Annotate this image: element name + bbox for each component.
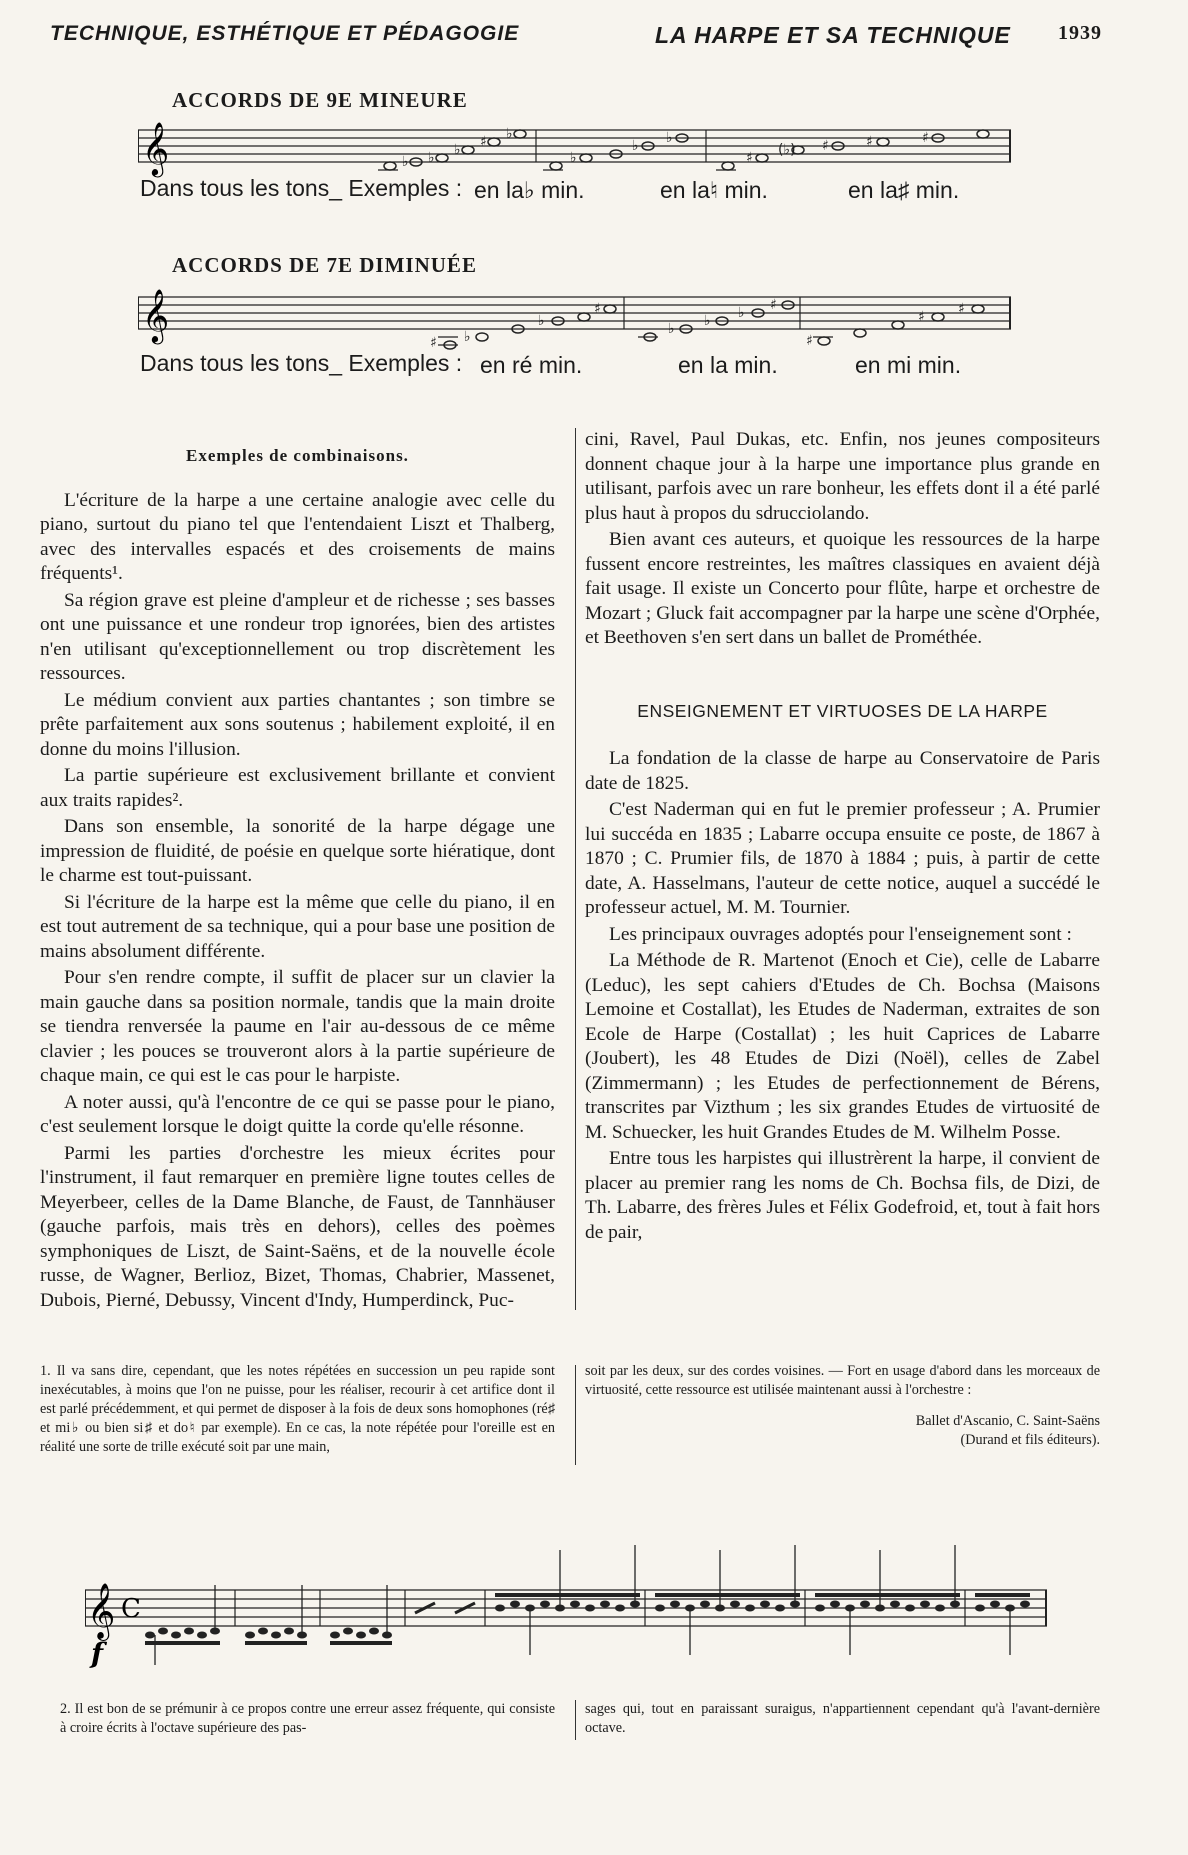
page-number: 1939 [1058,22,1102,44]
dynamic-forte: f [91,1637,104,1670]
svg-text:♭: ♭ [402,154,409,170]
left-paragraph: Dans son ensemble, la sonorité de la harpe dégage une impression de fluidité, de poésie en quelque sorte hiératique, dont le charme est tout-puissant. [40,816,555,886]
svg-text:♯: ♯ [480,134,487,150]
music-example-1-caption: Dans tous les tons_ Exemples : [140,175,463,201]
left-paragraph: L'écriture de la harpe a une certaine analogie avec celle du piano, surtout du piano tel que l'entendaient Liszt et Thalberg, avec des intervalles espacés et des croisements de mains fréquents¹. [40,489,555,584]
music-example-1-label-2: en la♮ min. [660,177,768,203]
footnote-text: soit par les deux, sur des cordes voisines. — Fort en usage d'abord dans les morceaux de virtuosité, cette ressource est utilisée maintenant aussi à l'orchestre : [585,1363,1100,1398]
footnote-2-left [60,1700,555,1738]
svg-text:♯: ♯ [770,297,777,313]
right-paragraph: Bien avant ces auteurs, et quoique les ressources de la harpe fussent encore restreintes, les maîtres classiques en avaient déjà fait usage. Il existe un Concerto pour flûte, harpe et orchestre de Mozart ; Gluck fait accompagner par la harpe une scène d'Orphée, et Beethoven s'en sert dans un ballet de Prométhée. [585,529,1100,648]
left-paragraph: La partie supérieure est exclusivement brillante et convient aux traits rapides². [40,765,555,811]
right-paragraph: Les principaux ouvrages adoptés pour l'enseignement sont : [609,923,1072,945]
svg-text:♯: ♯ [594,301,601,317]
footnote-1-right [585,1362,1100,1450]
treble-clef-icon: 𝄞 [142,121,170,175]
svg-text:♯: ♯ [866,134,873,150]
column-divider [575,428,576,1310]
svg-text:♯: ♯ [922,130,929,146]
section-title: ENSEIGNEMENT ET VIRTUOSES DE LA HARPE [637,700,1048,721]
right-paragraph: cini, Ravel, Paul Dukas, etc. Enfin, nos jeunes compositeurs donnent chaque jour à la harpe une importance plus grande en utilisant, parfois avec un rare bonheur, les effets dont il a été parlé plus haut à propos du sdrucciolando. [585,429,1100,524]
right-paragraph: La fondation de la classe de harpe au Conservatoire de Paris date de 1825. [585,748,1100,794]
svg-text:♭: ♭ [668,321,675,337]
score-credit: Ballet d'Ascanio, C. Saint-Saëns [915,1413,1100,1429]
svg-text:♭: ♭ [464,329,471,345]
footnote-text: 2. Il est bon de se prémunir à ce propos contre une erreur assez fréquente, qui consiste à croire écrits à l'octave supérieure des pas- [60,1701,555,1736]
music-example-2-caption: Dans tous les tons_ Exemples : [140,350,463,376]
svg-text:♭: ♭ [632,138,639,154]
running-header-right: LA HARPE ET SA TECHNIQUE [655,22,1011,48]
music-example-1-title: ACCORDS DE 9E MINEURE [172,88,468,112]
left-paragraph: Si l'écriture de la harpe est la même que celle du piano, il en est tout autrement de sa technique, qui a pour base une position de mains absolument différente. [40,891,555,962]
music-staff-2 [138,285,1011,355]
svg-text:(♭): (♭) [778,142,796,158]
svg-text:♯: ♯ [918,309,925,325]
right-paragraph: Entre tous les harpistes qui illustrèrent la harpe, il convient de placer au premier rang les noms de Ch. Bochsa fils, de Dizi, de Th. Labarre, des frères Jules et Félix Godefroid, et, tout à fait hors de pair, [585,1148,1100,1243]
score-publisher: (Durand et fils éditeurs). [960,1432,1100,1448]
right-column [585,428,1100,1247]
footnote-text: sages qui, tout en paraissant suraigus, n'appartiennent cependant qu'à l'avant-dernière octave. [585,1701,1100,1736]
left-paragraph: Sa région grave est pleine d'ampleur et de richesse ; ses basses ont une puissance et une rondeur trop ignorées, bien des artistes n'en utilisant qu'exceptionnellement ou trop discrètement les ressources. [40,589,555,684]
footnote-divider [575,1700,576,1740]
subheading: Exemples de combinaisons. [186,446,409,465]
footnote-text: 1. Il va sans dire, cependant, que les notes répétées en succession un peu rapide sont inexécutables, à moins que l'on ne puisse, pour les réaliser, recourir à cet artifice dont il est parlé précédemment, et qui permet de disposer à la fois de deux sons homophones (ré♯ et mi♭ ou bien si♯ et do♮ par exemple). En ce cas, la note répétée pour l'oreille est en réalité une sorte de trille exécuté soit par une main, [40,1363,555,1455]
music-example-2-title: ACCORDS DE 7E DIMINUÉE [172,253,477,277]
right-paragraph: La Méthode de R. Martenot (Enoch et Cie), celle de Labarre (Leduc), les sept cahiers d'Etudes de Ch. Bochsa (Maisons Lemoine et Costallat), les Etudes de Naderman, extraites de son Ecole de Harpe (Costallat) ; les huit Caprices de Labarre (Joubert), les 48 Etudes de Dizi (Noël), celles de Zabel (Zimmermann) ; les Etudes de perfectionnement de Bérens, transcrites par Vizthum ; les six grandes Etudes de virtuosité de M. Schuecker, les huit Grandes Etudes de M. Wilhelm Posse. [585,950,1100,1143]
treble-clef-icon: 𝄞 [87,1583,116,1639]
footnote-2-right [585,1700,1100,1738]
footnote-1-left [40,1362,555,1457]
score-excerpt [85,1535,1050,1670]
svg-text:♭: ♭ [538,313,545,329]
svg-text:♭: ♭ [570,150,577,166]
footnote-divider [575,1365,576,1465]
music-example-1-label-1: en la♭ min. [474,177,585,203]
music-example-1-label-3: en la♯ min. [848,177,960,203]
svg-text:♭: ♭ [666,130,673,146]
svg-text:♯: ♯ [806,333,813,349]
left-paragraph: Le médium convient aux parties chantantes ; son timbre se prête parfaitement aux sons soutenus ; habilement exploité, il en donne du moins l'illusion. [40,689,555,760]
left-paragraph: Pour s'en rendre compte, il suffit de placer sur un clavier la main gauche dans sa position normale, tandis que la main droite se tiendra renversée la paume en l'air au-dessous de ce même clavier ; les pouces se trouveront alors à la partie supérieure de chaque main, ce qui est le cas pour le harpiste. [40,967,555,1086]
left-paragraph: Parmi les parties d'orchestre les mieux écrites pour l'instrument, il faut remarquer en première ligne toutes celles de Meyerbeer, celles de la Dame Blanche, de Faust, de Tannhäuser (gauche parfois, mais très en dehors), celles des poèmes symphoniques de Liszt, de Saint-Saëns, et de la nouvelle école russe, de Wagner, Berlioz, Bizet, Thomas, Chabrier, Massenet, Dubois, Pierné, Debussy, Vincent d'Indy, Humperdinck, Puc- [40,1142,555,1311]
music-example-2-label-2: en la min. [678,352,778,378]
svg-text:C: C [121,1594,141,1624]
svg-text:♭: ♭ [428,150,435,166]
treble-clef-icon: 𝄞 [142,288,170,342]
svg-text:♭: ♭ [738,305,745,321]
left-column [40,428,555,1315]
svg-text:♭: ♭ [454,142,461,158]
svg-text:♯: ♯ [822,138,829,154]
svg-text:♯: ♯ [746,150,753,166]
running-header-left: TECHNIQUE, ESTHÉTIQUE ET PÉDAGOGIE [50,22,520,45]
svg-text:♭: ♭ [704,313,711,329]
svg-text:♯: ♯ [430,335,437,351]
left-paragraph: A noter aussi, qu'à l'encontre de ce qui se passe pour le piano, c'est seulement lorsque le doigt quitte la corde qu'elle résonne. [40,1091,555,1137]
svg-text:♯: ♯ [958,301,965,317]
right-paragraph: C'est Naderman qui en fut le premier professeur ; A. Prumier lui succéda en 1835 ; Labarre occupa ensuite ce poste, de 1867 à 1870 ; C. Prumier fils, de 1870 à 1884 ; puis, à partir de cette date, A. Hasselmans, l'auteur de cette notice, auquel a succédé le professeur actuel, M. M. Tournier. [585,799,1100,918]
music-staff-1 [138,118,1011,178]
music-example-2-label-1: en ré min. [480,352,583,378]
svg-text:♭: ♭ [506,126,513,142]
music-example-2-label-3: en mi min. [855,352,962,378]
